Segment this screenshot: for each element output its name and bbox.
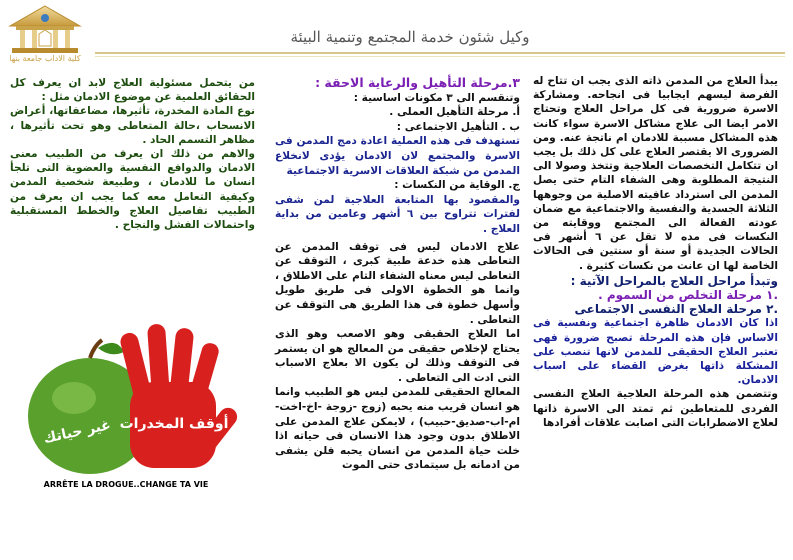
stage-2-body: اذا كان الادمان ظاهرة اجتماعية ونفسية فى الاساس فإن هذه المرحلة تصبح ضرورة فهى تعتبر العلاج الحقيقى للمدمن لانها تنصب على المشكلة ذاتها بغرض القضاء على اسباب الادمان. <box>533 317 778 387</box>
column-right <box>533 74 778 430</box>
stage-2-tail: وتتضمن هذه المرحلة العلاجية العلاج النفسى الفردى للمتعاطين ثم تمتد الى الاسرة ذاتها لعلاج الاضطرابات التى اصابت علاقات أفرادها <box>533 388 778 429</box>
page-header-title: وكيل شئون خدمة المجتمع وتنمية البيئة <box>290 28 530 46</box>
stage-3-item-c: ج. الوقاية من النكسات : <box>394 179 520 192</box>
stages-intro: وتبدأ مراحل العلاج بالمراحل الآتية : <box>570 273 778 288</box>
stage-1-title: .١ مرحلة التخلص من السموم . <box>598 288 778 303</box>
left-paragraph-3: والاهم من ذلك ان يعرف من الطبيب معنى الادمان والدوافع النفسية والعضوية التى تلجأ انسان ما للادمان ، وطبيعة شخصية المدمن وكيفية التعامل معه كما يجب ان يعرف من الطبيب تفاصيل العلاج والخطط المستقبلية واحتمالات الفشل والنجاح . <box>10 148 255 232</box>
stage-3-item-b-body: تستهدف فى هذه العملية اعادة دمج المدمن فى الاسرة والمجتمع لان الادمان يؤدى لانخلاع المدمن من شبكة العلاقات الاسرية الاجتماعية <box>275 135 520 177</box>
middle-paragraph-3: المعالج الحقيقى للمدمن ليس هو الطبيب وانما هو انسان قريب منه يحبه (زوج -زوجة -اخ-اخت-ام-اب-صديق-حبيب) ، لايمكن علاج المدمن على الاطلاق بدون وجود هذا الانسان فى حياته اذا خلت حياة المدمن من انسان يحبه فلن يشفى من ادمانه بل سيتمادى حتى الموت <box>275 386 520 472</box>
stage-3-item-a: أ. مرحلة التأهيل العملى . <box>389 106 520 119</box>
poster-illustration <box>12 318 240 478</box>
column-left <box>10 76 255 232</box>
column-middle <box>275 76 520 473</box>
stage-3-components: وتنقسم الى ٣ مكونات اساسية : <box>353 91 520 104</box>
stage-3-item-c-body: والمقصود بها المتابعة العلاجية لمن شفى لفترات تتراوح بين ٦ أشهر وعامين من بداية العلاج . <box>275 193 521 235</box>
header-divider-secondary <box>95 56 785 57</box>
stage-3-item-b: ب . التأهيل الاجتماعى : <box>396 120 520 133</box>
anti-drug-poster <box>12 318 240 550</box>
header-divider <box>95 52 785 54</box>
poster-stop-text: أوقف المخدرات <box>119 416 229 432</box>
left-paragraph-1: من يتحمل مسئولية العلاج لابد ان يعرف كل الحقائق العلمية عن موضوع الادمان مثل : <box>10 77 255 104</box>
stage-3-heading: ٣.مرحلة التأهيل والرعاية الاحقة : <box>315 75 520 90</box>
middle-paragraph-1: علاج الادمان ليس فى توقف المدمن عن التعاطى هذه خدعة طبية كبرى ، التوقف عن التعاطى ليس معناه الشفاء التام على الاطلاق ، وانما هو الخطوة الاولى فى طريق طويل وأسهل خطوة فى هذا الطريق هى التوقف عن التعاطى . <box>275 240 520 326</box>
poster-change-text: غير حياتك <box>42 417 113 448</box>
poster-caption: ARRÊTE LA DROGUE..CHANGE TA VIE <box>43 480 209 489</box>
middle-paragraph-2: اما العلاج الحقيقى وهو الاصعب وهو الذى يحتاج لإخلاص حقيقى من المعالج هو ان يستمر فى التوقف وذلك لن يكون الا بعلاج الاسباب التى ادت الى التعاطى . <box>275 328 520 384</box>
left-paragraph-2: نوع المادة المخدرة، تأثيرها، مضاعفاتها، أعراض الانسحاب ،حالة المتعاطى وهو تحت تأثيرها ، مظاهر التسمم الحاد . <box>10 105 255 146</box>
logo-caption: كلية الاداب جامعة بنها <box>9 54 81 63</box>
intro-paragraph: يبدأ العلاج من المدمن ذاته الذى يجب ان تتاح له الفرصة ليسهم ايجابيا فى انجاحه. ومشاركة الاسرة ضرورية فى كل مراحل العلاج وتحتاج الامر ايضا الى علاج مشاكل الاسرة سواء كانت هذه المشاكل مسببة للادمان ام ناتجة عنه. ومن الضرورى الا يقتصر العلاج على كل ذلك بل يجب ان تتكامل التخصصات العلاجية وتتخذ وصولا الى النتيجة المطلوبة وهى الشفاء التام حتى يصل المدمن الى استرداد عافيته الاصلية من وجوهها الثلاثة الجسدية والنفسية والاجتماعية مع ضمان عودته الفعالة الى المجتمع ووقايته من النكسات فى مده لا تقل عن ٦ أشهر فى الحالات الجديدة أو سنة أو سنتين فى الحالات الخاصة لها ان عانت من نكسات كثيرة . <box>533 75 778 272</box>
stage-2-title: .٢ مرحلة العلاج النفسى الاجتماعى <box>574 302 778 317</box>
red-hand-icon <box>119 323 240 468</box>
